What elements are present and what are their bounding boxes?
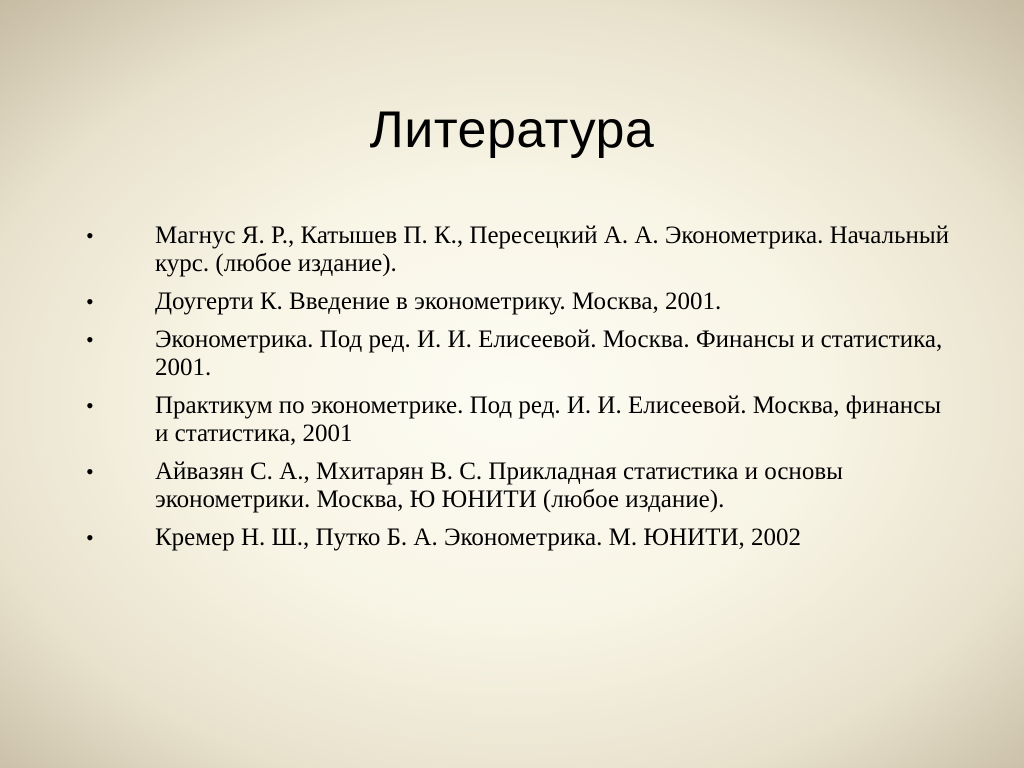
bullet-icon: • (86, 223, 94, 248)
bullet-icon: • (86, 459, 94, 484)
bullet-icon: • (86, 327, 94, 352)
reference-item (0, 326, 1024, 382)
reference-text: Эконометрика. Под ред. И. И. Елисеевой. Москва. Финансы и статистика, 2001. (155, 326, 943, 381)
reference-text: Магнус Я. Р., Катышев П. К., Пересецкий А. А. Эконометрика. Начальный курс. (любое издание). (155, 222, 950, 277)
reference-text: Айвазян С. А., Мхитарян В. С. Прикладная статистика и основы эконометрики. Москва, Ю ЮНИТИ (любое издание). (155, 458, 843, 513)
bullet-icon: • (86, 525, 94, 550)
bullet-icon: • (86, 393, 94, 418)
reference-text: Кремер Н. Ш., Путко Б. А. Эконометрика. М. ЮНИТИ, 2002 (155, 524, 802, 551)
reference-item (0, 222, 1024, 278)
reference-item (0, 288, 1024, 316)
reference-text: Практикум по эконометрике. Под ред. И. И. Елисеевой. Москва, финансы и статистика, 2001 (155, 392, 942, 447)
reference-list (0, 222, 1024, 562)
reference-text: Доугерти К. Введение в эконометрику. Москва, 2001. (155, 288, 722, 315)
bullet-icon: • (86, 289, 94, 314)
slide-title: Литература (369, 101, 655, 159)
reference-item (0, 392, 1024, 448)
reference-item (0, 524, 1024, 552)
reference-item (0, 458, 1024, 514)
